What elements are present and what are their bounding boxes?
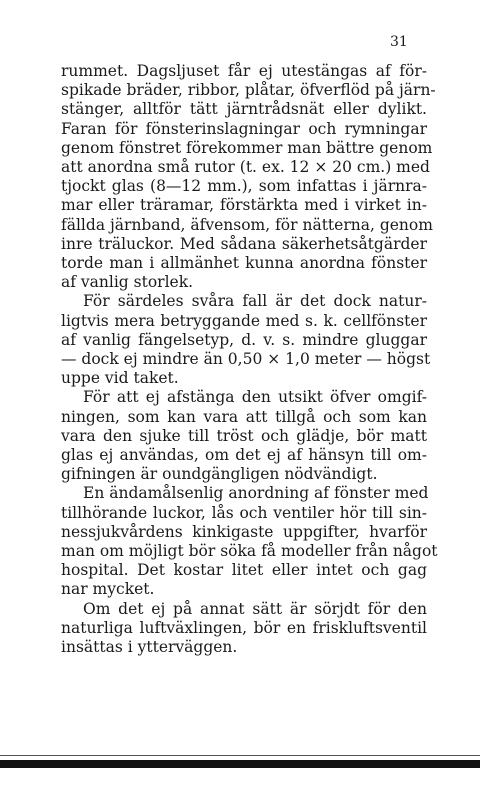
- text-line: Om det ej på annat sätt är sörjdt för den: [83, 599, 427, 618]
- text-line: spikade bräder, ribbor, plåtar, öfverflöd på järn-: [61, 81, 436, 100]
- text-line: man om möjligt bör söka få modeller från något: [61, 542, 438, 561]
- text-line: tjockt glas (8—12 mm.), som infattas i järnra-: [61, 177, 427, 196]
- text-line: inre träluckor. Med sådana säkerhetsåtgärder: [61, 234, 427, 253]
- text-line: stänger, alltför tätt järntrådsnät eller dylikt.: [61, 100, 427, 119]
- text-line: af vanlig storlek.: [61, 273, 194, 292]
- text-line: ningen, som kan vara att tillgå och som kan: [61, 407, 427, 426]
- text-line: rummet. Dagsljuset får ej utestängas af för-: [61, 62, 427, 80]
- bottom-rule: [0, 760, 480, 768]
- text-line: ligtvis mera betryggande med s. k. cellfönster: [61, 311, 427, 330]
- text-line: nessjukvårdens kinkigaste uppgifter, hvarför: [61, 522, 427, 541]
- text-line: af vanlig fängelsetyp, d. v. s. mindre gluggar: [61, 330, 427, 349]
- text-line: — dock ej mindre än 0,50 × 1,0 meter — högst: [61, 350, 431, 369]
- text-line: glas ej användas, om det ej af hänsyn till om-: [61, 446, 427, 465]
- text-line: För särdeles svåra fall är det dock natur-: [83, 292, 427, 311]
- text-line: En ändamålsenlig anordning af fönster med: [83, 484, 429, 503]
- text-line: vara den sjuke till tröst och glädje, bör matt: [61, 426, 427, 445]
- text-line: mar eller träramar, förstärkta med i virket in-: [61, 196, 427, 215]
- text-line: För att ej afstänga den utsikt öfver omgif-: [83, 388, 427, 407]
- text-line: uppe vid taket.: [61, 369, 179, 388]
- text-line: tillhörande luckor, lås och ventiler hör till sin-: [61, 503, 427, 522]
- text-line: gifningen är oundgängligen nödvändigt.: [61, 465, 378, 484]
- text-line: insättas i ytterväggen.: [61, 638, 238, 657]
- text-line: genom fönstret förekommer man bättre genom: [61, 138, 433, 157]
- text-line: hospital. Det kostar litet eller intet och gag: [61, 561, 427, 580]
- text-line: fällda järnband, äfvensom, för nätterna, genom: [61, 215, 433, 234]
- text-line: torde man i allmänhet kunna anordna fönster: [61, 254, 427, 273]
- body-text: [61, 62, 438, 657]
- page-number: 31: [390, 34, 408, 50]
- text-line: att anordna små rutor (t. ex. 12 × 20 cm.) med: [61, 158, 430, 177]
- text-line: naturliga luftväxlingen, bör en friskluftsventil: [61, 618, 427, 637]
- text-line: nar mycket.: [61, 580, 155, 599]
- bottom-rule-thin: [0, 755, 480, 756]
- text-line: Faran för fönsterinslagningar och rymningar: [61, 119, 427, 138]
